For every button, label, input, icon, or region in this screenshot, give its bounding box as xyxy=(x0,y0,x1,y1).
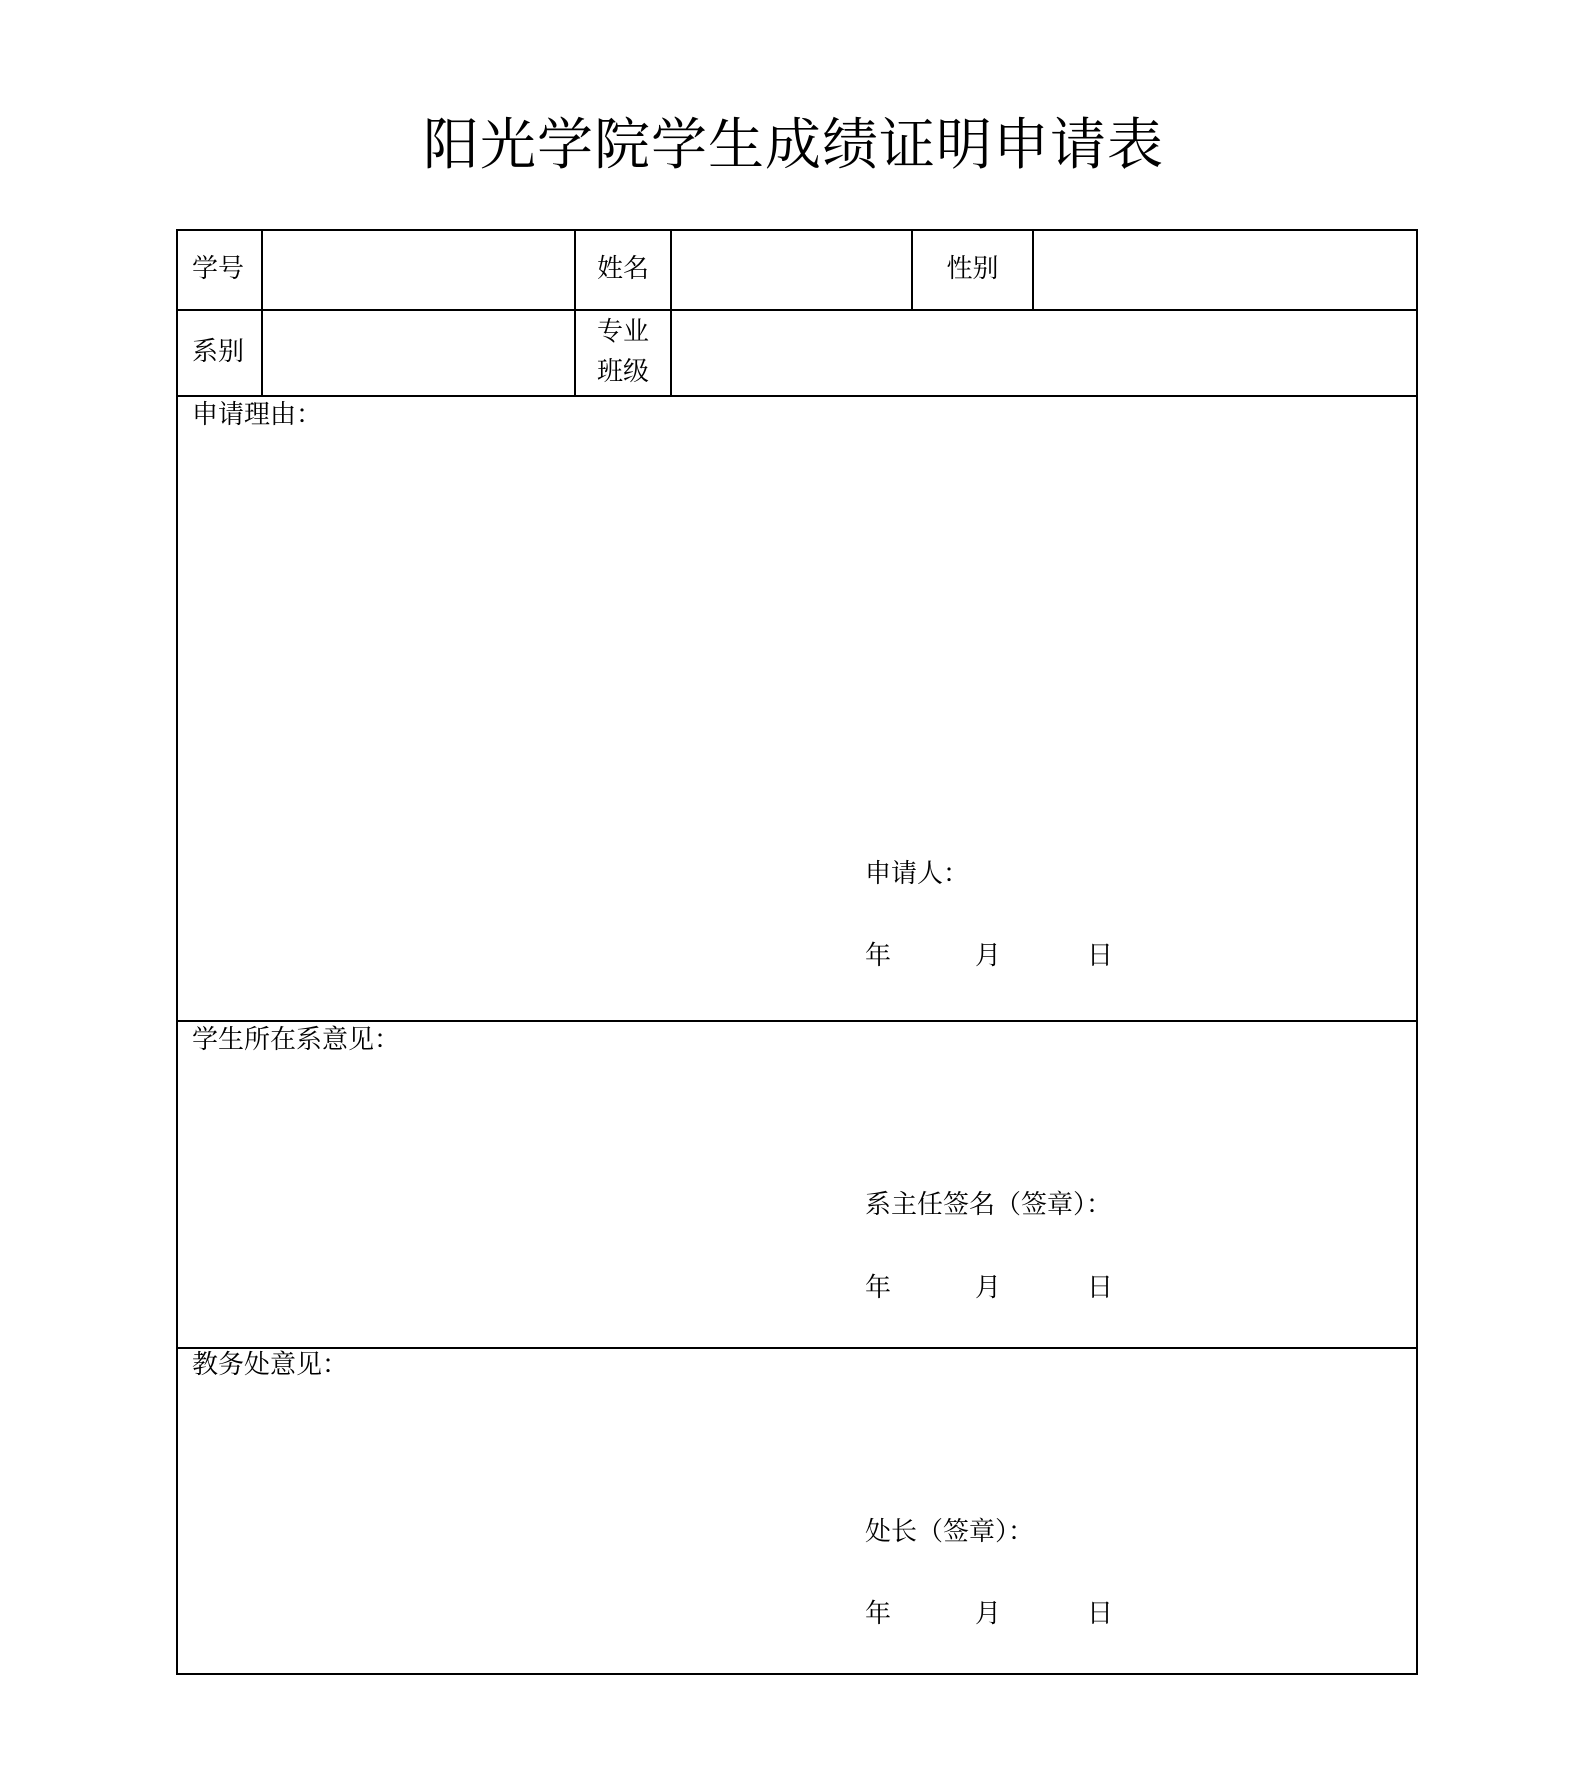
section-divider-2 xyxy=(176,1347,1418,1349)
reason-date-year: 年 xyxy=(865,941,892,971)
form-border-right xyxy=(1416,229,1418,1675)
applicant-signature-label: 申请人： xyxy=(865,859,970,889)
name-label: 姓名 xyxy=(596,254,649,284)
application-form xyxy=(176,229,1418,1675)
reason-date-month: 月 xyxy=(975,941,1002,971)
department-opinion-heading: 学生所在系意见： xyxy=(192,1025,401,1055)
department-head-signature-label: 系主任签名（签章）： xyxy=(865,1190,1113,1220)
department-field[interactable] xyxy=(263,311,573,394)
major-class-label-line2: 班级 xyxy=(596,357,649,387)
office-date-year: 年 xyxy=(865,1599,892,1629)
gender-field[interactable] xyxy=(1034,231,1415,308)
row-divider-2 xyxy=(176,395,1418,397)
major-class-label-line1: 专业 xyxy=(596,317,649,347)
academic-office-opinion-heading: 教务处意见： xyxy=(192,1350,349,1380)
form-border-bottom xyxy=(176,1673,1418,1675)
office-date-day: 日 xyxy=(1087,1599,1114,1629)
form-title: 阳光学院学生成绩证明申请表 xyxy=(423,113,1164,178)
form-border-left xyxy=(176,229,178,1675)
office-date-month: 月 xyxy=(975,1599,1002,1629)
reason-date-day: 日 xyxy=(1087,941,1114,971)
department-date-month: 月 xyxy=(975,1273,1002,1303)
department-date-day: 日 xyxy=(1087,1273,1114,1303)
office-director-signature-label: 处长（签章）： xyxy=(865,1517,1035,1547)
major-class-field[interactable] xyxy=(672,311,1415,394)
department-label: 系别 xyxy=(192,337,245,367)
student-id-label: 学号 xyxy=(192,254,245,284)
student-id-field[interactable] xyxy=(263,231,573,308)
department-date-year: 年 xyxy=(865,1273,892,1303)
gender-label: 性别 xyxy=(946,254,999,284)
name-field[interactable] xyxy=(672,231,910,308)
reason-heading: 申请理由： xyxy=(192,400,323,430)
